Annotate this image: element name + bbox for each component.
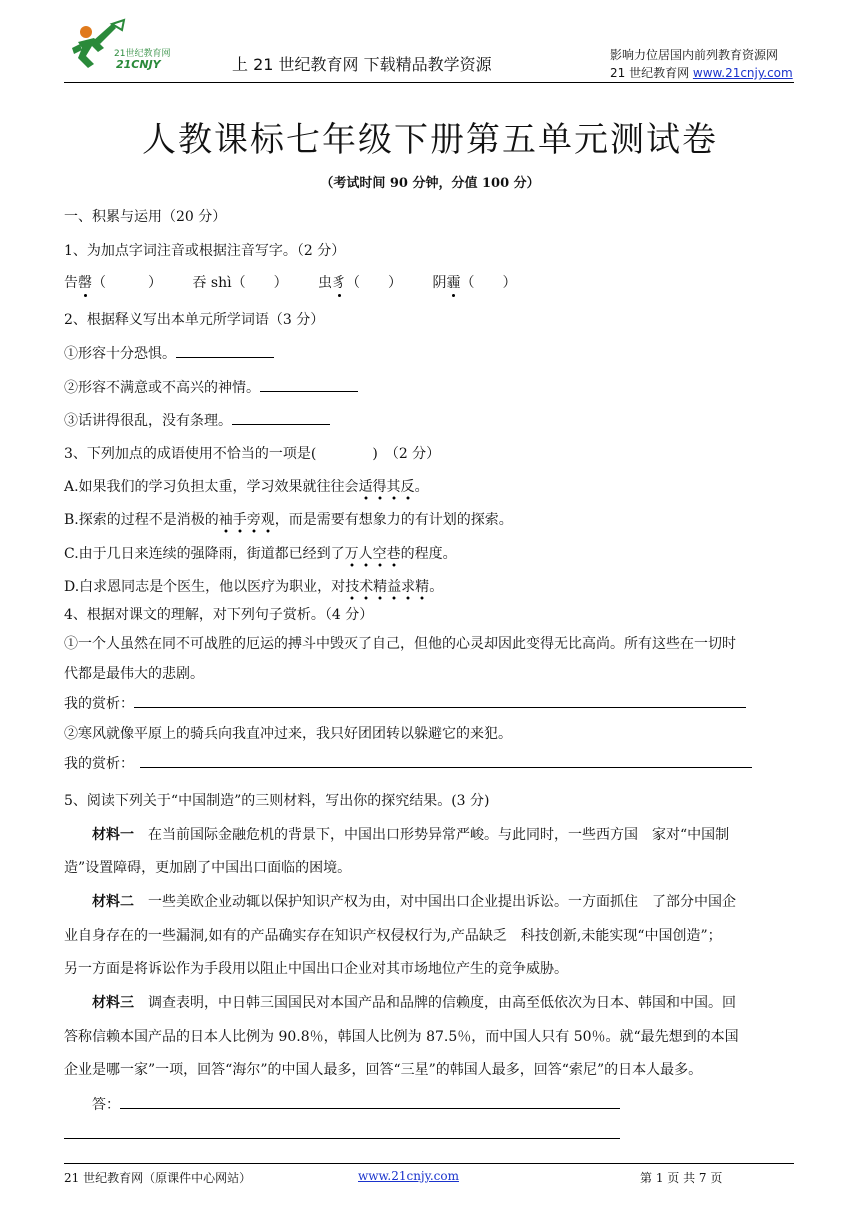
q2-item-text: ③话讲得很乱，没有条理。 <box>64 413 232 429</box>
section-heading: 一、积累与运用（20 分） <box>64 209 227 225</box>
header-site-line <box>610 64 793 81</box>
answer-blank[interactable] <box>120 1108 620 1109</box>
q1-char: 虫 <box>318 275 333 291</box>
site-logo <box>64 18 184 78</box>
answer-blank[interactable] <box>260 391 358 392</box>
option-d <box>64 576 443 596</box>
question-3-stem: 3、下列加点的成语使用不恰当的一项是( ) （2 分） <box>64 446 441 462</box>
footer-divider <box>64 1163 794 1164</box>
dotted-idiom: 技术精益求精 <box>345 579 429 600</box>
answer-blank[interactable] <box>140 767 752 768</box>
header-site-link[interactable]: www.21cnjy.com <box>692 66 793 80</box>
material-text: 一些美欧企业动辄以保护知识产权为由，对中国出口企业提出诉讼。一方面抓住 了部分中国企 <box>134 894 736 910</box>
material-paragraph <box>92 824 729 844</box>
header-tagline: 影响力位居国内前列教育资源网 <box>610 48 779 62</box>
material-label: 材料一 <box>92 827 134 843</box>
material-text: 企业是哪一家”一项，回答“海尔”的中国人最多，回答“三星”的韩国人最多，回答“索尼”的日本人最多。 <box>64 1062 703 1078</box>
option-b <box>64 509 513 529</box>
option-c <box>64 543 457 563</box>
material-paragraph <box>92 891 736 911</box>
question-4-stem: 4、根据对课文的理解，对下列句子赏析。（4 分） <box>64 607 374 623</box>
option-text: 。 <box>429 579 444 595</box>
exam-info: （考试时间 90 分钟，分值 100 分） <box>320 176 540 191</box>
quote-text: ①一个人虽然在同不可战胜的厄运的搏斗中毁灭了自己，但他的心灵却因此变得无比高尚。所有这些在一切时 <box>64 636 736 652</box>
appreciation-line <box>64 753 752 773</box>
appreciation-label: 我的赏析： <box>64 696 134 712</box>
material-text: 调查表明，中日韩三国国民对本国产品和品牌的信赖度，由高至低依次为日本、韩国和中国。回 <box>134 995 736 1011</box>
option-text: ，而是需要有想象力的有计划的探索。 <box>274 512 513 528</box>
q2-item-text: ②形容不满意或不高兴的神情。 <box>64 380 260 396</box>
q1-blank: （ ） <box>460 275 517 291</box>
material-text: 另一方面是将诉讼作为手段用以阻止中国出口企业对其市场地位产生的竞争威胁。 <box>64 961 568 977</box>
dotted-idiom: 适得其反 <box>359 479 415 500</box>
footer-link[interactable] <box>358 1169 459 1183</box>
question-5-stem: 5、阅读下列关于“中国制造”的三则材料，写出你的探究结果。(3 分) <box>64 793 490 809</box>
option-text: C.由于几日来连续的强降雨，街道都已经到了 <box>64 546 345 562</box>
option-text: D.白求恩同志是个医生，他以医疗为职业，对 <box>64 579 346 595</box>
q1-blank: （ ） <box>346 275 403 291</box>
material-text: 在当前国际金融危机的背景下，中国出口形势异常严峻。与此同时，一些西方国 家对“中国制 <box>134 827 730 843</box>
question-2-item <box>64 343 274 363</box>
material-text: 造”设置障碍，更加剧了中国出口面临的困境。 <box>64 860 352 876</box>
footer-site: 21 世纪教育网（原课件中心网站） <box>64 1171 252 1185</box>
page-number: 第 1 页 共 7 页 <box>640 1171 723 1185</box>
header-divider <box>64 82 794 83</box>
header-slogan: 上 21 世纪教育网 下载精品教学资源 <box>232 55 492 74</box>
dotted-idiom: 万人空巷 <box>345 546 401 567</box>
question-2-item <box>64 410 330 430</box>
appreciation-line <box>64 693 746 713</box>
page-title: 人教课标七年级下册第五单元测试卷 <box>142 120 718 160</box>
option-text: 。 <box>414 479 429 495</box>
option-text: 的程度。 <box>400 546 457 562</box>
material-paragraph <box>92 992 736 1012</box>
quote-text: 代都是最伟大的悲剧。 <box>64 666 204 682</box>
header-site-name: 21 世纪教育网 <box>610 66 693 80</box>
q1-dotted-char: 罄 <box>78 275 92 291</box>
question-1-stem: 1、为加点字词注音或根据注音写字。（2 分） <box>64 243 346 259</box>
q1-char: 告 <box>64 275 78 291</box>
answer-blank[interactable] <box>134 707 746 708</box>
quote-text: ②寒风就像平原上的骑兵向我直冲过来，我只好团团转以躲避它的来犯。 <box>64 726 512 742</box>
q1-pinyin-item: 吞 shì（ ） <box>192 275 288 291</box>
appreciation-label: 我的赏析： <box>64 756 134 772</box>
answer-blank[interactable] <box>64 1138 620 1139</box>
question-2-stem: 2、根据释义写出本单元所学词语（3 分） <box>64 312 325 328</box>
material-text: 答称信赖本国产品的日本人比例为 90.8％，韩国人比例为 87.5％，而中国人只有 50％。就“最先想到的本国 <box>64 1029 739 1045</box>
option-a <box>64 476 429 496</box>
option-text: A.如果我们的学习负担太重，学习效果就往往会 <box>64 479 359 495</box>
footer-site-link[interactable]: www.21cnjy.com <box>358 1169 459 1183</box>
option-text: B.探索的过程不是消极的 <box>64 512 219 528</box>
material-label: 材料二 <box>92 894 134 910</box>
logo-text: 21世纪教育网 <box>114 49 171 59</box>
material-text: 业自身存在的一些漏洞,如有的产品确实存在知识产权侵权行为,产品缺乏 科技创新,未能实现“中国创造”； <box>64 928 722 944</box>
dotted-idiom: 袖手旁观 <box>219 512 275 533</box>
q1-char: 阴 <box>432 275 447 291</box>
logo-subtext: 21CNJY <box>116 58 161 71</box>
answer-blank[interactable] <box>176 357 274 358</box>
answer-line <box>92 1094 620 1114</box>
q1-dotted-char: 霾 <box>446 275 461 291</box>
q1-dotted-char: 豸 <box>332 275 347 291</box>
material-label: 材料三 <box>92 995 134 1011</box>
q1-blank: （ ） <box>92 275 162 291</box>
answer-blank[interactable] <box>232 424 330 425</box>
question-2-item <box>64 377 358 397</box>
question-1-items <box>64 272 517 292</box>
answer-label: 答： <box>92 1097 120 1113</box>
q2-item-text: ①形容十分恐惧。 <box>64 346 176 362</box>
